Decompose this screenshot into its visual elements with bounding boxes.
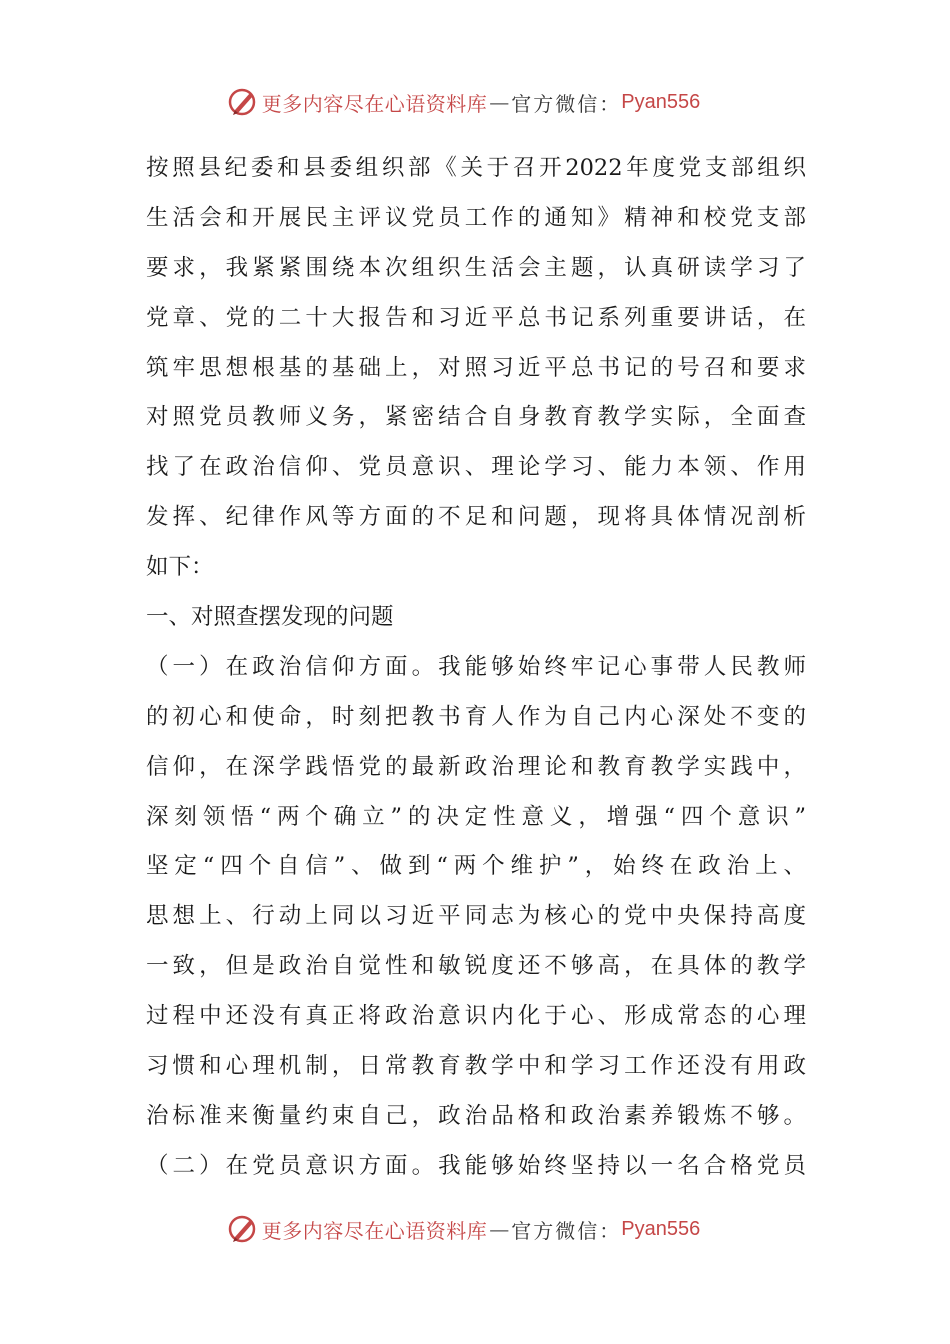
body-line: 生活会和开展民主评议党员工作的通知》精神和校党支部 — [146, 204, 806, 231]
wechat-label: 官方微信： — [511, 91, 622, 116]
body-line: 如下： — [146, 554, 214, 581]
document-body — [146, 144, 806, 1192]
body-line: 筑牢思想根基的基础上，对照习近平总书记的号召和要求 — [146, 354, 806, 381]
footer-watermark-banner — [0, 1209, 950, 1249]
pen-logo-icon — [226, 1213, 258, 1245]
pen-logo-icon — [226, 86, 258, 118]
body-line: 按照县纪委和县委组织部《关于召开2022年度党支部组织 — [146, 155, 806, 181]
promo-text: 更多内容尽在心语资料库 — [261, 91, 488, 116]
wechat-label: 官方微信： — [511, 1218, 622, 1243]
body-line: 过程中还没有真正将政治意识内化于心、形成常态的心理 — [146, 1003, 806, 1030]
body-line: 的初心和使命，时刻把教书育人作为自己内心深处不变的 — [146, 703, 806, 730]
body-line: 发挥、纪律作风等方面的不足和问题，现将具体情况剖析 — [146, 504, 806, 531]
banner-dash: — — [489, 1217, 510, 1241]
header-watermark-banner — [0, 82, 950, 122]
body-line: 对照党员教师义务，紧密结合自身教育教学实际，全面查 — [146, 404, 806, 431]
body-line: 坚定“四个自信”、做到“两个维护”，始终在政治上、 — [146, 853, 806, 880]
body-line: 一致，但是政治自觉性和敏锐度还不够高，在具体的教学 — [146, 953, 806, 980]
body-line: 思想上、行动上同以习近平同志为核心的党中央保持高度 — [146, 903, 806, 930]
body-line: （二）在党员意识方面。我能够始终坚持以一名合格党员 — [146, 1152, 806, 1179]
promo-text: 更多内容尽在心语资料库 — [261, 1218, 488, 1243]
body-line: 治标准来衡量约束自己，政治品格和政治素养锻炼不够。 — [146, 1102, 806, 1129]
body-line: 深刻领悟“两个确立”的决定性意义，增强“四个意识” — [146, 803, 806, 830]
body-line: 要求，我紧紧围绕本次组织生活会主题，认真研读学习了 — [146, 254, 806, 281]
body-line: 信仰，在深学践悟党的最新政治理论和教育教学实践中， — [146, 753, 806, 780]
body-line: （一）在政治信仰方面。我能够始终牢记心事带人民教师 — [146, 653, 806, 680]
wechat-id: Pyan556 — [621, 90, 701, 113]
banner-dash: — — [489, 90, 510, 114]
wechat-id: Pyan556 — [621, 1217, 701, 1240]
section-heading: 一、对照查摆发现的问题 — [146, 604, 394, 631]
body-line: 党章、党的二十大报告和习近平总书记系列重要讲话，在 — [146, 304, 806, 331]
body-line: 找了在政治信仰、党员意识、理论学习、能力本领、作用 — [146, 454, 806, 481]
body-line: 习惯和心理机制，日常教育教学中和学习工作还没有用政 — [146, 1053, 806, 1080]
